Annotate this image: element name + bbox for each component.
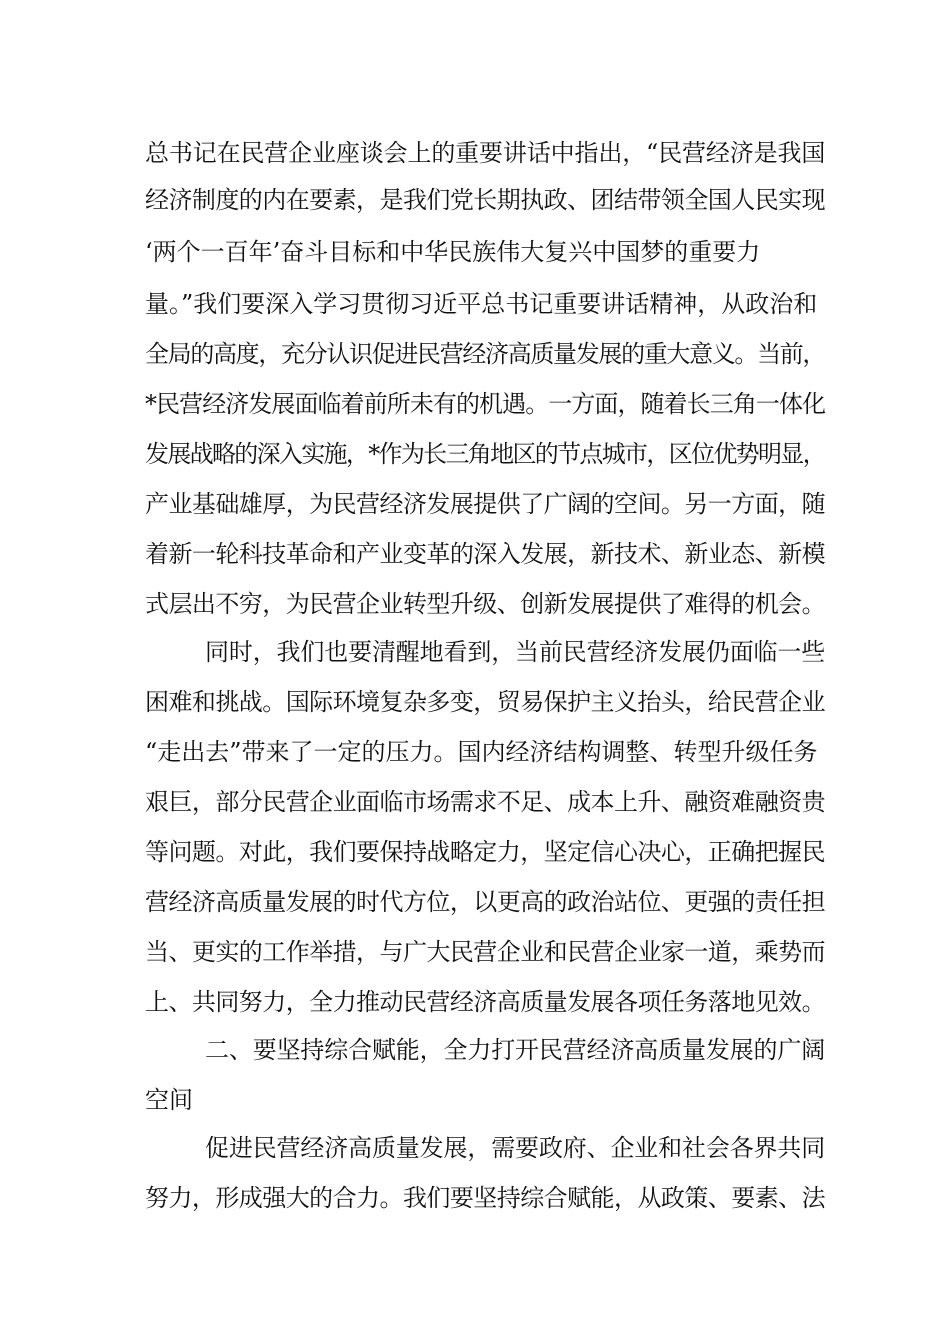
text-line-11: 同时，我们也要清醒地看到，当前民营经济发展仍面临一些 [205, 638, 826, 666]
text-line-9: 着新一轮科技革命和产业变革的深入发展，新技术、新业态、新模 [145, 540, 826, 568]
text-line-16: 营经济高质量发展的时代方位，以更高的政治站位、更强的责任担 [145, 888, 826, 916]
text-line-6: *民营经济发展面临着前所未有的机遇。一方面，随着长三角一体化 [145, 390, 826, 418]
section-heading-line-1: 二、要坚持综合赋能，全力打开民营经济高质量发展的广阔 [205, 1036, 826, 1064]
text-line-17: 当、更实的工作举措，与广大民营企业和民营企业家一道，乘势而 [145, 938, 826, 966]
text-line-8: 产业基础雄厚，为民营经济发展提供了广阔的空间。另一方面，随 [145, 490, 826, 518]
text-line-5: 全局的高度，充分认识促进民营经济高质量发展的重大意义。当前， [145, 340, 826, 368]
text-line-4: 量。”我们要深入学习贯彻习近平总书记重要讲话精神，从政治和 [145, 290, 818, 318]
text-line-7: 发展战略的深入实施，*作为长三角地区的节点城市，区位优势明显， [145, 440, 825, 468]
text-line-2: 经济制度的内在要素，是我们党长期执政、团结带领全国人民实现 [145, 186, 826, 214]
text-line-12: 困难和挑战。国际环境复杂多变，贸易保护主义抬头，给民营企业 [145, 688, 826, 716]
text-line-18: 上、共同努力，全力推动民营经济高质量发展各项任务落地见效。 [145, 988, 826, 1016]
section-heading-line-2: 空间 [145, 1086, 193, 1114]
text-line-15: 等问题。对此，我们要保持战略定力，坚定信心决心，正确把握民 [145, 838, 826, 866]
text-line-10: 式层出不穷，为民营企业转型升级、创新发展提供了难得的机会。 [145, 590, 826, 618]
text-line-1: 总书记在民营企业座谈会上的重要讲话中指出，“民营经济是我国 [145, 139, 826, 167]
text-line-3: ‘两个一百年’奋斗目标和中华民族伟大复兴中国梦的重要力 [145, 238, 761, 266]
text-line-14: 艰巨，部分民营企业面临市场需求不足、成本上升、融资难融资贵 [145, 788, 826, 816]
text-line-21: 促进民营经济高质量发展，需要政府、企业和社会各界共同 [205, 1134, 826, 1162]
text-line-22: 努力，形成强大的合力。我们要坚持综合赋能，从政策、要素、法 [145, 1184, 826, 1212]
text-line-13: “走出去”带来了一定的压力。国内经济结构调整、转型升级任务 [145, 738, 818, 766]
